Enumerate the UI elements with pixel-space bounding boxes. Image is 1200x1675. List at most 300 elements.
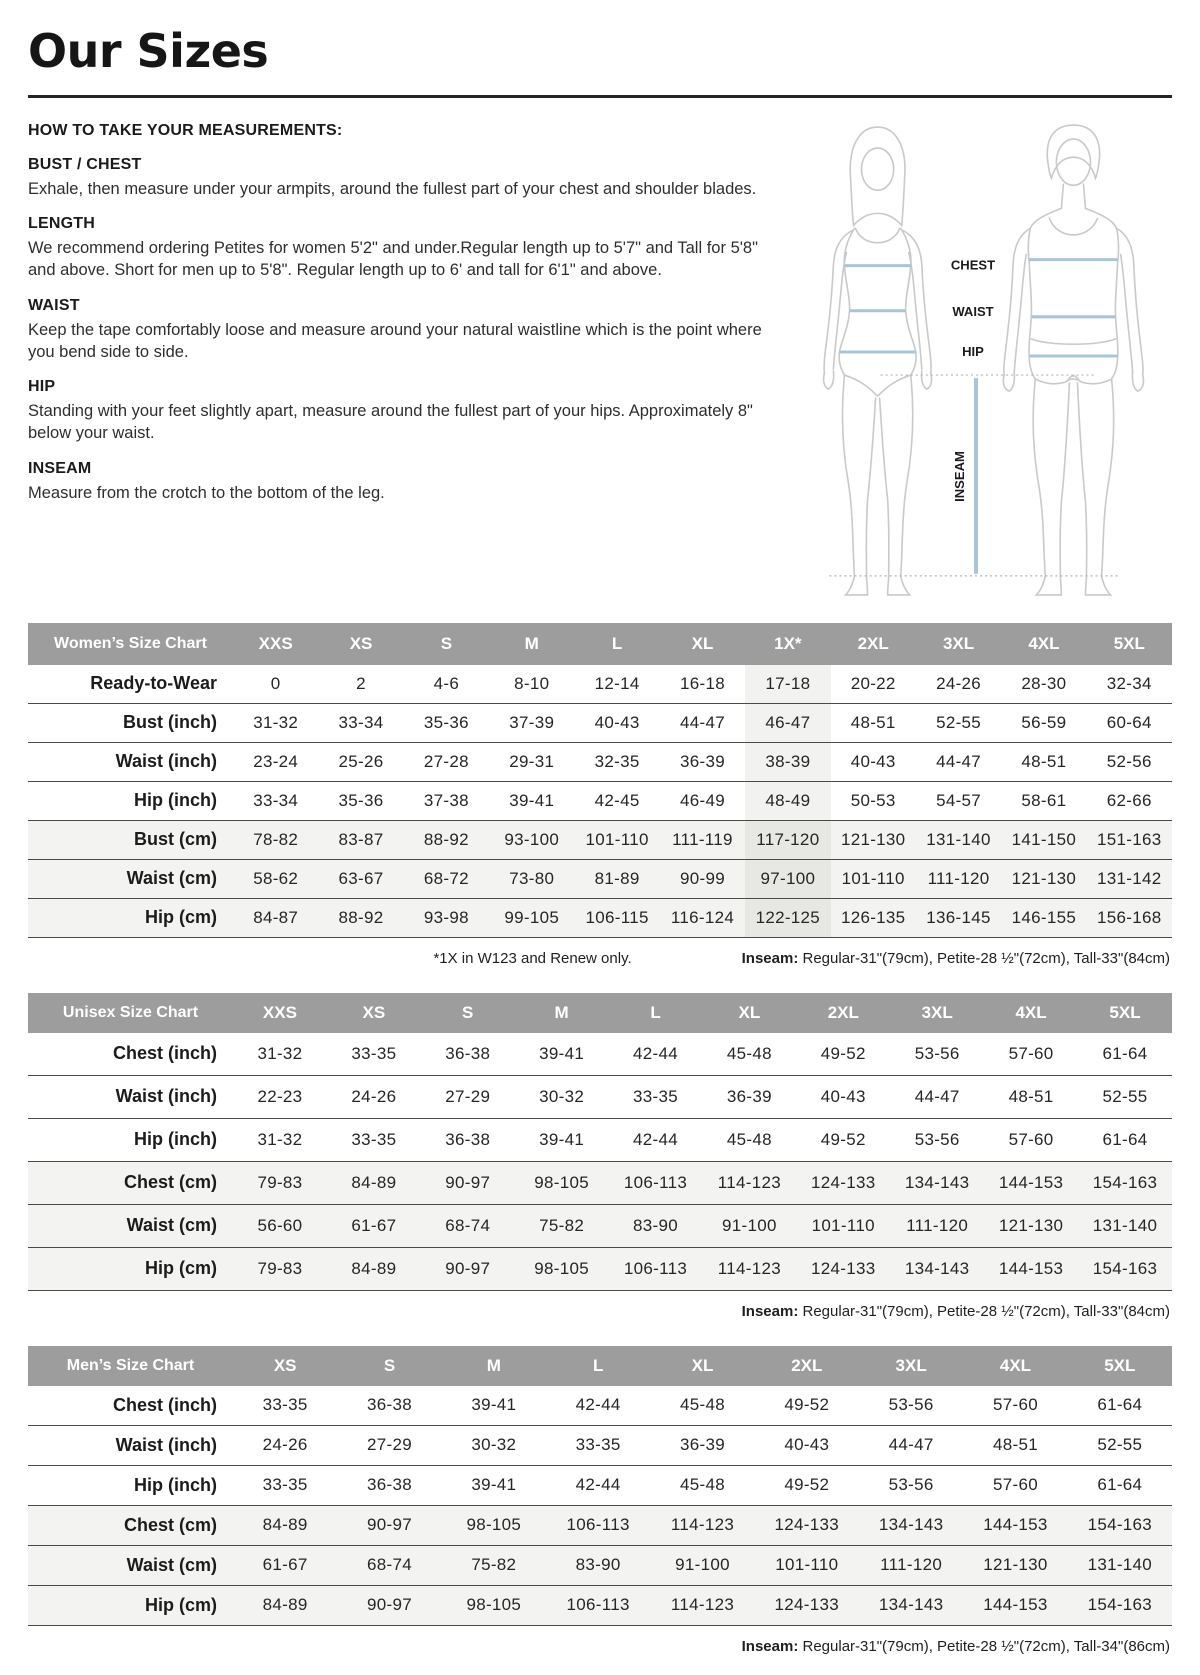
table-cell: 40-43 — [594, 712, 640, 732]
table-cell: 114-123 — [717, 1172, 782, 1192]
chart-title: Women’s Size Chart — [28, 623, 233, 665]
table-cell: 144-153 — [983, 1595, 1048, 1615]
table-cell: 24-26 — [936, 673, 982, 693]
table-cell: 35-36 — [423, 712, 469, 732]
table-cell: 78-82 — [253, 829, 299, 849]
table-cell: 40-43 — [820, 1086, 866, 1106]
table-cell: 122-125 — [745, 898, 830, 937]
table-cell: 42-44 — [575, 1395, 621, 1415]
instruction-hip — [28, 378, 774, 445]
measurement-instructions — [28, 122, 774, 520]
table-cell: 83-90 — [633, 1215, 678, 1235]
table-cell: 24-26 — [262, 1435, 308, 1455]
column-header: 2XL — [755, 1346, 859, 1386]
row-label: Hip (cm) — [145, 1594, 217, 1615]
table-cell: 134-143 — [878, 1515, 944, 1535]
table-cell: 61-64 — [1102, 1043, 1148, 1063]
table-cell: 131-140 — [926, 829, 991, 849]
instruction-body: Exhale, then measure under your armpits, around the fullest part of your chest and shoulder blades. — [28, 179, 757, 198]
row-label: Chest (cm) — [123, 1514, 217, 1535]
table-cell: 25-26 — [338, 751, 384, 771]
table-cell: 126-135 — [840, 907, 906, 927]
table-cell: 68-74 — [367, 1555, 412, 1575]
table-cell: 44-47 — [888, 1435, 934, 1455]
table-cell: 37-38 — [423, 790, 469, 810]
row-label: Hip (cm) — [145, 1258, 217, 1279]
womens-size-chart — [28, 623, 1172, 938]
column-header: M — [515, 993, 609, 1033]
table-cell: 134-143 — [904, 1172, 970, 1192]
table-row — [28, 1247, 1172, 1290]
table-cell: 44-47 — [936, 751, 982, 771]
table-cell: 124-133 — [811, 1258, 876, 1278]
column-header: S — [404, 623, 489, 665]
table-cell: 101-110 — [841, 868, 905, 888]
table-row — [28, 1386, 1172, 1426]
table-cell: 121-130 — [998, 1215, 1064, 1235]
column-header: XXS — [233, 623, 318, 665]
table-cell: 42-44 — [633, 1043, 678, 1063]
inseam-footnote-label: Inseam: — [741, 1637, 799, 1655]
table-cell: 99-105 — [504, 907, 560, 927]
table-cell: 48-51 — [1021, 751, 1067, 771]
table-row — [28, 1033, 1172, 1076]
column-header: XL — [650, 1346, 754, 1386]
mens-size-chart — [28, 1346, 1172, 1626]
column-header: 3XL — [890, 993, 984, 1033]
table-cell: 45-48 — [726, 1129, 772, 1149]
table-cell: 106-113 — [566, 1515, 630, 1535]
table-cell: 36-38 — [445, 1129, 491, 1149]
table-cell: 27-29 — [445, 1086, 491, 1106]
inseam-footnote-label: Inseam: — [741, 1302, 799, 1320]
table-cell: 154-163 — [1092, 1172, 1158, 1192]
table-cell: 156-168 — [1097, 907, 1162, 927]
instruction-length — [28, 215, 774, 282]
row-label: Hip (inch) — [134, 1129, 217, 1150]
table-cell: 101-110 — [585, 829, 649, 849]
table-cell: 116-124 — [670, 907, 735, 927]
table-cell: 98-105 — [466, 1595, 522, 1615]
table-cell: 88-92 — [423, 829, 469, 849]
table-cell: 42-45 — [594, 790, 640, 810]
column-header: XS — [233, 1346, 337, 1386]
table-cell: 33-35 — [351, 1129, 397, 1149]
table-cell: 144-153 — [983, 1515, 1048, 1535]
table-cell: 111-119 — [672, 829, 733, 849]
inseam-footnote-text: Regular-31"(79cm), Petite-28 ½"(72cm), Tall-34"(86cm) — [798, 1637, 1170, 1655]
table-row — [28, 859, 1172, 898]
body-measurement-diagram — [774, 122, 1172, 605]
table-cell: 83-87 — [338, 829, 384, 849]
table-cell: 48-51 — [850, 712, 896, 732]
inseam-footnote — [742, 1638, 1170, 1655]
chart-title: Men’s Size Chart — [28, 1346, 233, 1386]
table-cell: 36-38 — [367, 1395, 412, 1415]
instruction-title: LENGTH — [28, 215, 95, 233]
instruction-body: We recommend ordering Petites for women 5'2" and under.Regular length up to 5'7" and Tall for 5'8" and above. Short for men up to 5'8". Regular length up to 6' and tall for 6'1" and above. — [28, 239, 758, 280]
table-cell: 144-153 — [998, 1172, 1064, 1192]
table-cell: 84-89 — [351, 1172, 397, 1192]
table-cell: 40-43 — [850, 751, 896, 771]
table-cell: 60-64 — [1106, 712, 1152, 732]
table-cell: 83-90 — [575, 1555, 621, 1575]
table-cell: 106-115 — [585, 907, 649, 927]
table-cell: 39-41 — [539, 1043, 585, 1063]
table-cell: 62-66 — [1106, 790, 1152, 810]
table-row — [28, 1545, 1172, 1585]
table-cell: 91-100 — [722, 1215, 777, 1235]
table-cell: 40-43 — [784, 1435, 830, 1455]
table-cell: 39-41 — [539, 1129, 585, 1149]
instruction-title: BUST / CHEST — [28, 155, 142, 173]
column-header: L — [546, 1346, 650, 1386]
table-cell: 79-83 — [257, 1258, 303, 1278]
table-cell: 27-29 — [367, 1435, 412, 1455]
table-cell: 52-55 — [1102, 1086, 1148, 1106]
table-row — [28, 1585, 1172, 1625]
table-row — [28, 1118, 1172, 1161]
table-cell: 35-36 — [338, 790, 384, 810]
table-cell: 84-87 — [253, 907, 299, 927]
table-cell: 31-32 — [257, 1043, 303, 1063]
column-header: 5XL — [1087, 623, 1172, 665]
table-cell: 0 — [270, 673, 281, 693]
column-header: S — [421, 993, 515, 1033]
table-cell: 48-49 — [745, 781, 830, 820]
row-label: Bust (cm) — [133, 829, 217, 850]
table-cell: 4-6 — [433, 673, 460, 693]
diagram-labels — [951, 257, 995, 501]
column-header: 2XL — [831, 623, 916, 665]
table-cell: 17-18 — [745, 665, 830, 704]
instructions-heading: HOW TO TAKE YOUR MEASUREMENTS: — [28, 121, 343, 139]
inseam-label: INSEAM — [951, 450, 967, 502]
table-cell: 63-67 — [338, 868, 384, 888]
table-cell: 124-133 — [774, 1515, 840, 1535]
column-header: M — [442, 1346, 546, 1386]
table-cell: 8-10 — [514, 673, 550, 693]
row-label: Hip (inch) — [134, 1474, 217, 1495]
table-cell: 68-74 — [445, 1215, 491, 1235]
header-row — [28, 993, 1172, 1033]
inseam-footnote-text: Regular-31"(79cm), Petite-28 ½"(72cm), Tall-33"(84cm) — [798, 949, 1170, 967]
table-cell: 36-39 — [679, 751, 725, 771]
instruction-inseam — [28, 460, 774, 505]
mens-size-chart-block — [28, 1346, 1172, 1655]
column-header: XXS — [233, 993, 327, 1033]
table-cell: 38-39 — [745, 742, 830, 781]
table-cell: 111-120 — [927, 868, 990, 888]
table-cell: 36-38 — [367, 1475, 412, 1495]
table-cell: 90-99 — [679, 868, 725, 888]
unisex-size-chart — [28, 993, 1172, 1291]
table-cell: 57-60 — [1008, 1043, 1054, 1063]
table-cell: 90-97 — [367, 1595, 412, 1615]
table-cell: 57-60 — [1008, 1129, 1054, 1149]
table-cell: 53-56 — [914, 1043, 960, 1063]
table-cell: 146-155 — [1011, 907, 1077, 927]
hip-label: HIP — [962, 343, 984, 359]
column-header: 1X* — [745, 623, 830, 665]
table-cell: 121-130 — [1011, 868, 1077, 888]
table-cell: 101-110 — [775, 1555, 839, 1575]
table-cell: 114-123 — [670, 1515, 735, 1535]
table-footnote — [28, 1303, 1170, 1320]
table-cell: 37-39 — [509, 712, 555, 732]
table-cell: 49-52 — [820, 1043, 866, 1063]
table-cell: 57-60 — [992, 1395, 1038, 1415]
instruction-waist — [28, 297, 774, 364]
table-cell: 90-97 — [445, 1172, 491, 1192]
table-cell: 30-32 — [539, 1086, 585, 1106]
table-cell: 31-32 — [253, 712, 299, 732]
table-cell: 58-62 — [253, 868, 299, 888]
table-row — [28, 820, 1172, 859]
inseam-footnote-label: Inseam: — [741, 949, 799, 967]
woman-figure-outline — [824, 127, 932, 595]
table-cell: 30-32 — [471, 1435, 517, 1455]
man-figure-outline — [1003, 125, 1143, 595]
table-cell: 2 — [356, 673, 366, 693]
table-cell: 131-140 — [1092, 1215, 1158, 1235]
table-cell: 111-120 — [880, 1555, 943, 1575]
table-cell: 124-133 — [774, 1595, 840, 1615]
table-footnote — [28, 950, 1170, 967]
row-label: Waist (inch) — [115, 1086, 217, 1107]
table-cell: 39-41 — [471, 1475, 517, 1495]
table-cell: 57-60 — [992, 1475, 1038, 1495]
table-cell: 52-56 — [1106, 751, 1152, 771]
table-cell: 117-120 — [745, 820, 830, 859]
womens-size-chart-block — [28, 623, 1172, 967]
row-label: Hip (cm) — [145, 907, 217, 928]
table-row — [28, 1505, 1172, 1545]
table-cell: 27-28 — [423, 751, 469, 771]
table-cell: 131-142 — [1097, 868, 1162, 888]
column-header: 5XL — [1078, 993, 1172, 1033]
table-cell: 88-92 — [338, 907, 384, 927]
table-cell: 42-44 — [575, 1475, 621, 1495]
table-row — [28, 1075, 1172, 1118]
instruction-title: HIP — [28, 378, 56, 396]
table-cell: 90-97 — [367, 1515, 412, 1535]
table-cell: 93-100 — [504, 829, 560, 849]
table-cell: 36-39 — [679, 1435, 725, 1455]
table-cell: 49-52 — [820, 1129, 866, 1149]
header-row — [28, 1346, 1172, 1386]
row-label: Ready-to-Wear — [90, 673, 217, 694]
table-cell: 154-163 — [1087, 1595, 1153, 1615]
table-cell: 84-89 — [351, 1258, 397, 1278]
page-title: Our Sizes — [28, 24, 269, 78]
table-cell: 53-56 — [888, 1475, 934, 1495]
row-label: Chest (inch) — [112, 1394, 217, 1415]
table-cell: 29-31 — [509, 751, 555, 771]
table-cell: 136-145 — [926, 907, 991, 927]
table-row — [28, 703, 1172, 742]
table-cell: 98-105 — [466, 1515, 522, 1535]
table-cell: 45-48 — [679, 1395, 725, 1415]
table-cell: 49-52 — [784, 1475, 830, 1495]
table-cell: 22-23 — [257, 1086, 303, 1106]
table-cell: 32-35 — [594, 751, 640, 771]
table-cell: 44-47 — [679, 712, 725, 732]
table-cell: 33-35 — [262, 1475, 308, 1495]
waist-label: WAIST — [952, 303, 994, 319]
table-cell: 111-120 — [906, 1215, 969, 1235]
row-label: Waist (cm) — [126, 868, 217, 889]
table-row — [28, 1425, 1172, 1465]
table-cell: 61-64 — [1097, 1395, 1143, 1415]
table-cell: 114-123 — [670, 1595, 735, 1615]
table-cell: 121-130 — [840, 829, 906, 849]
table-cell: 61-67 — [262, 1555, 308, 1575]
table-cell: 84-89 — [262, 1595, 308, 1615]
table-cell: 32-34 — [1106, 673, 1152, 693]
table-cell: 101-110 — [811, 1215, 875, 1235]
table-row — [28, 1465, 1172, 1505]
chart-title: Unisex Size Chart — [28, 993, 233, 1033]
table-cell: 48-51 — [1008, 1086, 1054, 1106]
measurements-section — [28, 122, 1172, 605]
table-cell: 56-60 — [257, 1215, 303, 1235]
row-label: Waist (inch) — [115, 751, 217, 772]
table-cell: 33-34 — [338, 712, 384, 732]
table-cell: 46-49 — [679, 790, 725, 810]
row-label: Chest (cm) — [123, 1172, 217, 1193]
table-cell: 52-55 — [936, 712, 982, 732]
table-cell: 16-18 — [679, 673, 725, 693]
instruction-title: WAIST — [28, 296, 80, 314]
column-header: 4XL — [984, 993, 1078, 1033]
table-row — [28, 1204, 1172, 1247]
table-cell: 79-83 — [257, 1172, 303, 1192]
instruction-body: Measure from the crotch to the bottom of the leg. — [28, 483, 385, 502]
row-label: Bust (inch) — [123, 712, 217, 733]
table-cell: 49-52 — [784, 1395, 830, 1415]
table-cell: 144-153 — [998, 1258, 1064, 1278]
table-cell: 114-123 — [717, 1258, 782, 1278]
column-header: XS — [318, 623, 403, 665]
table-cell: 44-47 — [914, 1086, 960, 1106]
column-header: 3XL — [916, 623, 1001, 665]
column-header: XL — [702, 993, 796, 1033]
table-cell: 106-113 — [623, 1172, 688, 1192]
chest-label: CHEST — [950, 257, 996, 273]
table-cell: 33-35 — [575, 1435, 621, 1455]
column-header: 4XL — [963, 1346, 1067, 1386]
header-row — [28, 623, 1172, 665]
table-cell: 56-59 — [1021, 712, 1067, 732]
row-label: Waist (cm) — [126, 1215, 217, 1236]
table-cell: 53-56 — [888, 1395, 934, 1415]
table-cell: 33-35 — [351, 1043, 397, 1063]
row-label: Waist (cm) — [126, 1554, 217, 1575]
column-header: L — [574, 623, 659, 665]
table-cell: 106-113 — [623, 1258, 688, 1278]
table-cell: 154-163 — [1087, 1515, 1153, 1535]
table-cell: 97-100 — [745, 859, 830, 898]
table-cell: 106-113 — [566, 1595, 630, 1615]
table-cell: 33-34 — [253, 790, 299, 810]
title-divider — [28, 95, 1172, 98]
table-cell: 98-105 — [534, 1172, 589, 1192]
table-cell: 36-39 — [726, 1086, 772, 1106]
table-cell: 53-56 — [914, 1129, 960, 1149]
table-cell: 68-72 — [423, 868, 469, 888]
instruction-bust-chest — [28, 156, 774, 201]
table-cell: 90-97 — [445, 1258, 491, 1278]
table-cell: 81-89 — [594, 868, 640, 888]
table-cell: 24-26 — [351, 1086, 397, 1106]
table-cell: 134-143 — [878, 1595, 944, 1615]
inseam-footnote — [742, 1303, 1170, 1320]
table-cell: 33-35 — [633, 1086, 678, 1106]
table-cell: 50-53 — [850, 790, 896, 810]
table-cell: 45-48 — [726, 1043, 772, 1063]
column-header: XS — [327, 993, 421, 1033]
table-row — [28, 898, 1172, 937]
table-row — [28, 781, 1172, 820]
table-cell: 61-67 — [351, 1215, 397, 1235]
table-cell: 154-163 — [1092, 1258, 1158, 1278]
column-header: L — [609, 993, 703, 1033]
column-header: S — [337, 1346, 441, 1386]
table-cell: 134-143 — [904, 1258, 970, 1278]
table-cell: 42-44 — [633, 1129, 678, 1149]
table-cell: 54-57 — [936, 790, 982, 810]
table-cell: 46-47 — [745, 703, 830, 742]
column-header: 2XL — [796, 993, 890, 1033]
table-cell: 33-35 — [262, 1395, 308, 1415]
column-header: XL — [660, 623, 745, 665]
table-cell: 131-140 — [1087, 1555, 1153, 1575]
row-label: Chest (inch) — [112, 1043, 217, 1064]
table-cell: 61-64 — [1102, 1129, 1148, 1149]
column-header: 3XL — [859, 1346, 963, 1386]
table-cell: 75-82 — [471, 1555, 517, 1575]
figures-illustration — [774, 122, 1172, 600]
table-cell: 151-163 — [1097, 829, 1162, 849]
table-cell: 20-22 — [850, 673, 896, 693]
size-charts — [28, 623, 1172, 1655]
table-cell: 61-64 — [1097, 1475, 1143, 1495]
table-cell: 124-133 — [811, 1172, 876, 1192]
table-row — [28, 742, 1172, 781]
table-cell: 36-38 — [445, 1043, 491, 1063]
table-cell: 45-48 — [679, 1475, 725, 1495]
instruction-title: INSEAM — [28, 459, 92, 477]
instruction-body: Keep the tape comfortably loose and measure around your natural waistline which is the point where you bend side to side. — [28, 320, 762, 361]
column-header: M — [489, 623, 574, 665]
table-footnote — [28, 1638, 1170, 1655]
table-cell: 28-30 — [1021, 673, 1067, 693]
table-cell: 23-24 — [253, 751, 299, 771]
table-cell: 12-14 — [594, 673, 640, 693]
unisex-size-chart-block — [28, 993, 1172, 1320]
table-cell: 58-61 — [1021, 790, 1067, 810]
column-header: 5XL — [1068, 1346, 1172, 1386]
table-cell: 141-150 — [1011, 829, 1077, 849]
row-label: Hip (inch) — [134, 790, 217, 811]
table-cell: 98-105 — [534, 1258, 589, 1278]
table-cell: 48-51 — [992, 1435, 1038, 1455]
footnote-asterisk-note: *1X in W123 and Renew only. — [433, 949, 632, 967]
inseam-footnote — [742, 950, 1170, 967]
table-cell: 84-89 — [262, 1515, 308, 1535]
inseam-footnote-text: Regular-31"(79cm), Petite-28 ½"(72cm), Tall-33"(84cm) — [798, 1302, 1170, 1320]
